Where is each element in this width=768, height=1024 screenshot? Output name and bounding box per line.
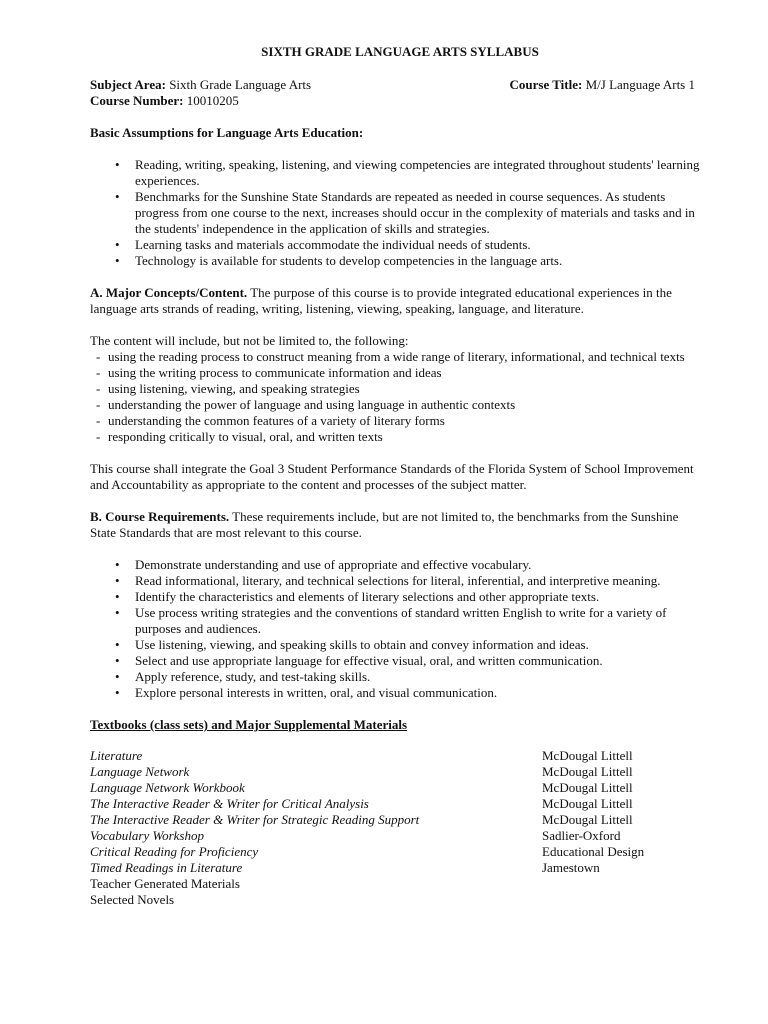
list-item: - using the reading process to construct meaning from a wide range of literary, informational, and technical texts — [96, 349, 685, 364]
content-list — [90, 349, 700, 445]
supplemental-item: Selected Novels — [90, 892, 175, 907]
textbook-title: The Interactive Reader & Writer for Critical Analysis — [90, 796, 369, 811]
table-row — [90, 780, 700, 796]
dash-icon: - — [96, 429, 101, 444]
table-row — [90, 764, 700, 780]
table-row — [90, 796, 700, 812]
textbook-title: Literature — [90, 748, 143, 763]
bullet-icon: • — [115, 637, 120, 652]
course-number-value: 10010205 — [183, 93, 239, 108]
bullet-icon: • — [115, 653, 120, 668]
section-b-paragraph — [90, 509, 700, 541]
course-title — [510, 77, 695, 93]
textbook-title: Language Network Workbook — [90, 780, 245, 795]
list-item: - understanding the common features of a variety of literary forms — [96, 413, 445, 428]
bullet-icon: • — [115, 589, 120, 604]
list-item: - using listening, viewing, and speaking strategies — [96, 381, 360, 396]
table-row — [90, 828, 700, 844]
list-item: • Identify the characteristics and elements of literary selections and other appropriate texts. — [115, 589, 600, 604]
bullet-icon: • — [115, 669, 120, 684]
list-item: • Use process writing strategies and the conventions of standard written English to write for a variety of purposes and audiences. — [115, 605, 667, 636]
dash-icon: - — [96, 381, 101, 396]
list-item: • Use listening, viewing, and speaking skills to obtain and convey information and ideas. — [115, 637, 589, 652]
goal3-paragraph: This course shall integrate the Goal 3 Student Performance Standards of the Florida System of School Improvement and Accountability as appropriate to the content and processes of the subject matter. — [90, 461, 694, 492]
list-item: • Benchmarks for the Sunshine State Standards are repeated as needed in course sequences. As students progress from one course to the next, increases should occur in the complexity of materials and tasks and in the students' independence in the application of skills and strategies. — [115, 189, 695, 236]
section-a-heading: A. Major Concepts/Content. — [90, 285, 248, 300]
textbook-title: The Interactive Reader & Writer for Strategic Reading Support — [90, 812, 420, 827]
subject-area-value: Sixth Grade Language Arts — [165, 77, 312, 92]
list-item: • Apply reference, study, and test-taking skills. — [115, 669, 371, 684]
section-b-heading: B. Course Requirements. — [90, 509, 230, 524]
document-title: SIXTH GRADE LANGUAGE ARTS SYLLABUS — [261, 44, 539, 59]
list-item: - using the writing process to communicate information and ideas — [96, 365, 442, 380]
list-item: • Reading, writing, speaking, listening, and viewing competencies are integrated throughout students' learning experiences. — [115, 157, 700, 188]
list-item: - understanding the power of language and using language in authentic contexts — [96, 397, 516, 412]
course-title-label: Course Title: — [509, 77, 583, 92]
course-number — [90, 93, 700, 109]
dash-icon: - — [96, 349, 101, 364]
dash-icon: - — [96, 365, 101, 380]
table-row — [90, 844, 700, 860]
requirements-list — [90, 557, 700, 701]
table-row — [90, 748, 700, 764]
textbooks-table — [90, 748, 700, 908]
list-item: • Explore personal interests in written, oral, and visual communication. — [115, 685, 498, 700]
bullet-icon: • — [115, 557, 120, 572]
section-a-text: The purpose of this course is to provide integrated educational experiences in the language arts strands of reading, writing, listening, viewing, speaking, language, and literature. — [90, 285, 672, 316]
course-title-value: M/J Language Arts 1 — [582, 77, 695, 92]
list-item: - responding critically to visual, oral, and written texts — [96, 429, 383, 444]
table-row — [90, 860, 700, 876]
textbook-title: Vocabulary Workshop — [90, 828, 204, 843]
table-row — [90, 892, 700, 908]
textbook-publisher: McDougal Littell — [542, 812, 633, 827]
subject-area — [90, 77, 311, 93]
syllabus-page — [90, 44, 700, 908]
textbook-publisher: Educational Design — [542, 844, 645, 859]
list-item: • Select and use appropriate language for effective visual, oral, and written communication. — [115, 653, 603, 668]
supplemental-item: Teacher Generated Materials — [90, 876, 240, 891]
course-number-label: Course Number: — [90, 93, 184, 108]
bullet-icon: • — [115, 573, 120, 588]
textbook-title: Timed Readings in Literature — [90, 860, 243, 875]
textbook-publisher: McDougal Littell — [542, 764, 633, 779]
section-a-paragraph — [90, 285, 700, 317]
table-row — [90, 876, 700, 892]
assumptions-list — [90, 157, 700, 269]
subject-area-label: Subject Area: — [90, 77, 166, 92]
list-item: • Learning tasks and materials accommodate the individual needs of students. — [115, 237, 531, 252]
list-item: • Technology is available for students to develop competencies in the language arts. — [115, 253, 563, 268]
dash-icon: - — [96, 413, 101, 428]
list-item: • Demonstrate understanding and use of appropriate and effective vocabulary. — [115, 557, 532, 572]
textbook-publisher: Sadlier-Oxford — [542, 828, 621, 843]
bullet-icon: • — [115, 157, 120, 172]
textbook-title: Language Network — [90, 764, 190, 779]
section-b-text: These requirements include, but are not limited to, the benchmarks from the Sunshine State Standards that are most relevant to this course. — [90, 509, 679, 540]
textbooks-heading: Textbooks (class sets) and Major Supplemental Materials — [90, 717, 408, 732]
content-intro: The content will include, but not be limited to, the following: — [90, 333, 409, 348]
textbook-publisher: Jamestown — [542, 860, 600, 875]
bullet-icon: • — [115, 189, 120, 204]
bullet-icon: • — [115, 237, 120, 252]
list-item: • Read informational, literary, and technical selections for literal, inferential, and interpretive meaning. — [115, 573, 661, 588]
bullet-icon: • — [115, 685, 120, 700]
meta-row — [90, 77, 700, 93]
bullet-icon: • — [115, 605, 120, 620]
textbook-publisher: McDougal Littell — [542, 748, 633, 763]
textbook-title: Critical Reading for Proficiency — [90, 844, 259, 859]
textbook-publisher: McDougal Littell — [542, 780, 633, 795]
table-row — [90, 812, 700, 828]
assumptions-heading: Basic Assumptions for Language Arts Education: — [90, 125, 364, 140]
bullet-icon: • — [115, 253, 120, 268]
dash-icon: - — [96, 397, 101, 412]
textbook-publisher: McDougal Littell — [542, 796, 633, 811]
